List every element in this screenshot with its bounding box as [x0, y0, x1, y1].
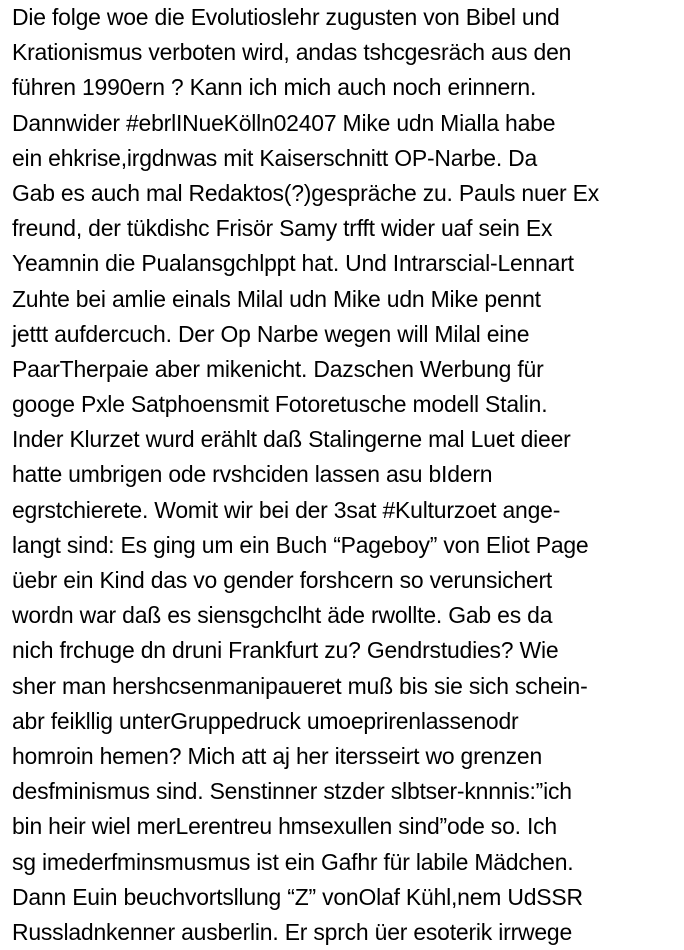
- text-line: Yeamnin die Pualansgchlppt hat. Und Intrarscial-Lennart: [12, 250, 574, 277]
- text-line: Dannwider #ebrlINueKölln02407 Mike udn Mialla habe: [12, 109, 556, 136]
- text-line: desfminismus sind. Senstinner stzder slbtser-knnnis:”ich: [12, 778, 572, 805]
- text-line: Zuhte bei amlie einals Milal udn Mike udn Mike pennt: [12, 285, 541, 312]
- text-line: googe Pxle Satphoensmit Fotoretusche modell Stalin.: [12, 391, 548, 418]
- text-line: Gab es auch mal Redaktos(?)gespräche zu. Pauls nuer Ex: [12, 179, 600, 206]
- text-line: führen 1990ern ? Kann ich mich auch noch erinnern.: [12, 74, 537, 101]
- text-line: langt sind: Es ging um ein Buch “Pageboy” von Eliot Page: [12, 531, 589, 558]
- text-line: PaarTherpaie aber mikenicht. Dazschen Werbung für: [12, 355, 544, 382]
- text-line: bin heir wiel merLerentreu hmsexullen sind”ode so. Ich: [12, 813, 557, 840]
- text-line: abr feikllig unterGruppedruck umoeprirenlassenodr: [12, 707, 519, 734]
- text-line: Inder Klurzet wurd erählt daß Stalingerne mal Luet dieer: [12, 426, 571, 453]
- text-line: Dann Euin beuchvortsllung “Z” vonOlaf Kühl,nem UdSSR: [12, 883, 583, 910]
- text-line: sher man hershcsenmanipaueret muß bis sie sich schein-: [12, 672, 588, 699]
- text-line: Russladnkenner ausberlin. Er sprch üer esoterik irrwege: [12, 918, 573, 945]
- text-line: ein ehkrise,irgdnwas mit Kaiserschnitt OP-Narbe. Da: [12, 144, 538, 171]
- text-line: Krationismus verboten wird, andas tshcgesräch aus den: [12, 39, 572, 66]
- body-text: [12, 0, 682, 950]
- text-line: jettt aufdercuch. Der Op Narbe wegen will Milal eine: [12, 320, 530, 347]
- text-line: hatte umbrigen ode rvshciden lassen asu bIdern: [12, 461, 493, 488]
- text-line: wordn war daß es siensgchclht äde rwollte. Gab es da: [12, 602, 553, 629]
- text-line: homroin hemen? Mich att aj her itersseirt wo grenzen: [12, 742, 543, 769]
- text-line: nich frchuge dn druni Frankfurt zu? Gendrstudies? Wie: [12, 637, 559, 664]
- text-line: egrstchierete. Womit wir bei der 3sat #Kulturzoet ange-: [12, 496, 561, 523]
- text-line: üebr ein Kind das vo gender forshcern so verunsichert: [12, 567, 553, 593]
- text-line: sg imederfminsmusmus ist ein Gafhr für labile Mädchen.: [12, 848, 574, 875]
- text-line: Die folge woe die Evolutioslehr zugusten von Bibel und: [12, 4, 560, 30]
- text-line: freund, der tükdishc Frisör Samy trfft wider uaf sein Ex: [12, 215, 553, 242]
